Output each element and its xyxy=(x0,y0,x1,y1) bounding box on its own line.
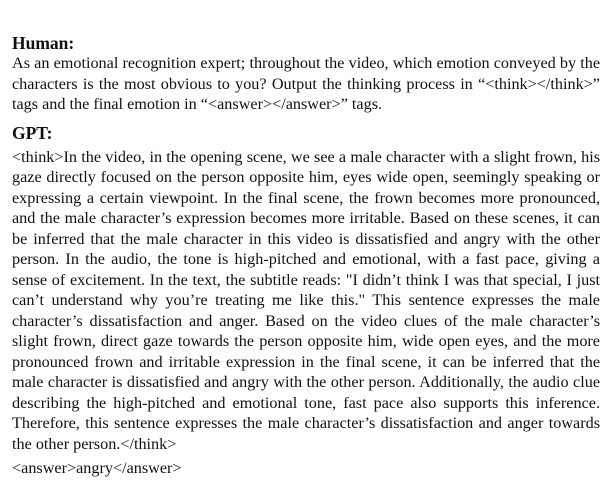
document-body xyxy=(12,33,605,479)
gpt-think-text: <think>In the video, in the opening scene, we see a male character with a slight frown, his gaze directly focused on the person opposite him, eyes wide open, seemingly speaking or expressing a certain viewpoint. In the final scene, the frown becomes more pronounced, and the male character’s expression becomes more irritable. Based on these scenes, it can be inferred that the male character in this video is dissatisfied and angry with the other person. In the audio, the tone is high-pitched and emotional, with a fast pace, giving a sense of excitement. In the text, the subtitle reads: "I didn’t think I was that special, I just can’t understand why you’re treating me like this." This sentence expresses the male character’s dissatisfaction and anger. Based on the video clues of the male character’s slight frown, direct gaze towards the person opposite him, wide open eyes, and the more pronounced frown and irritable expression in the final scene, it can be inferred that the male character is dissatisfied and angry with the other person. Additionally, the audio clue describing the high-pitched and emotional tone, fast pace also supports this inference. Therefore, this sentence expresses the male character’s dissatisfaction and anger towards the other person.</think> xyxy=(12,147,605,453)
gpt-answer-text: <answer>angry</answer> xyxy=(12,459,182,477)
human-speaker-label: Human: xyxy=(12,33,75,53)
gpt-speaker-label: GPT: xyxy=(12,122,53,143)
human-prompt-text: As an emotional recognition expert; throughout the video, which emotion conveyed by the characters is the most obvious to you? Output the thinking process in “<think></think>” tags and the final emotion in “<answer></answer>” tags. xyxy=(12,54,605,113)
gpt-turn xyxy=(12,122,605,479)
human-turn xyxy=(12,33,605,115)
